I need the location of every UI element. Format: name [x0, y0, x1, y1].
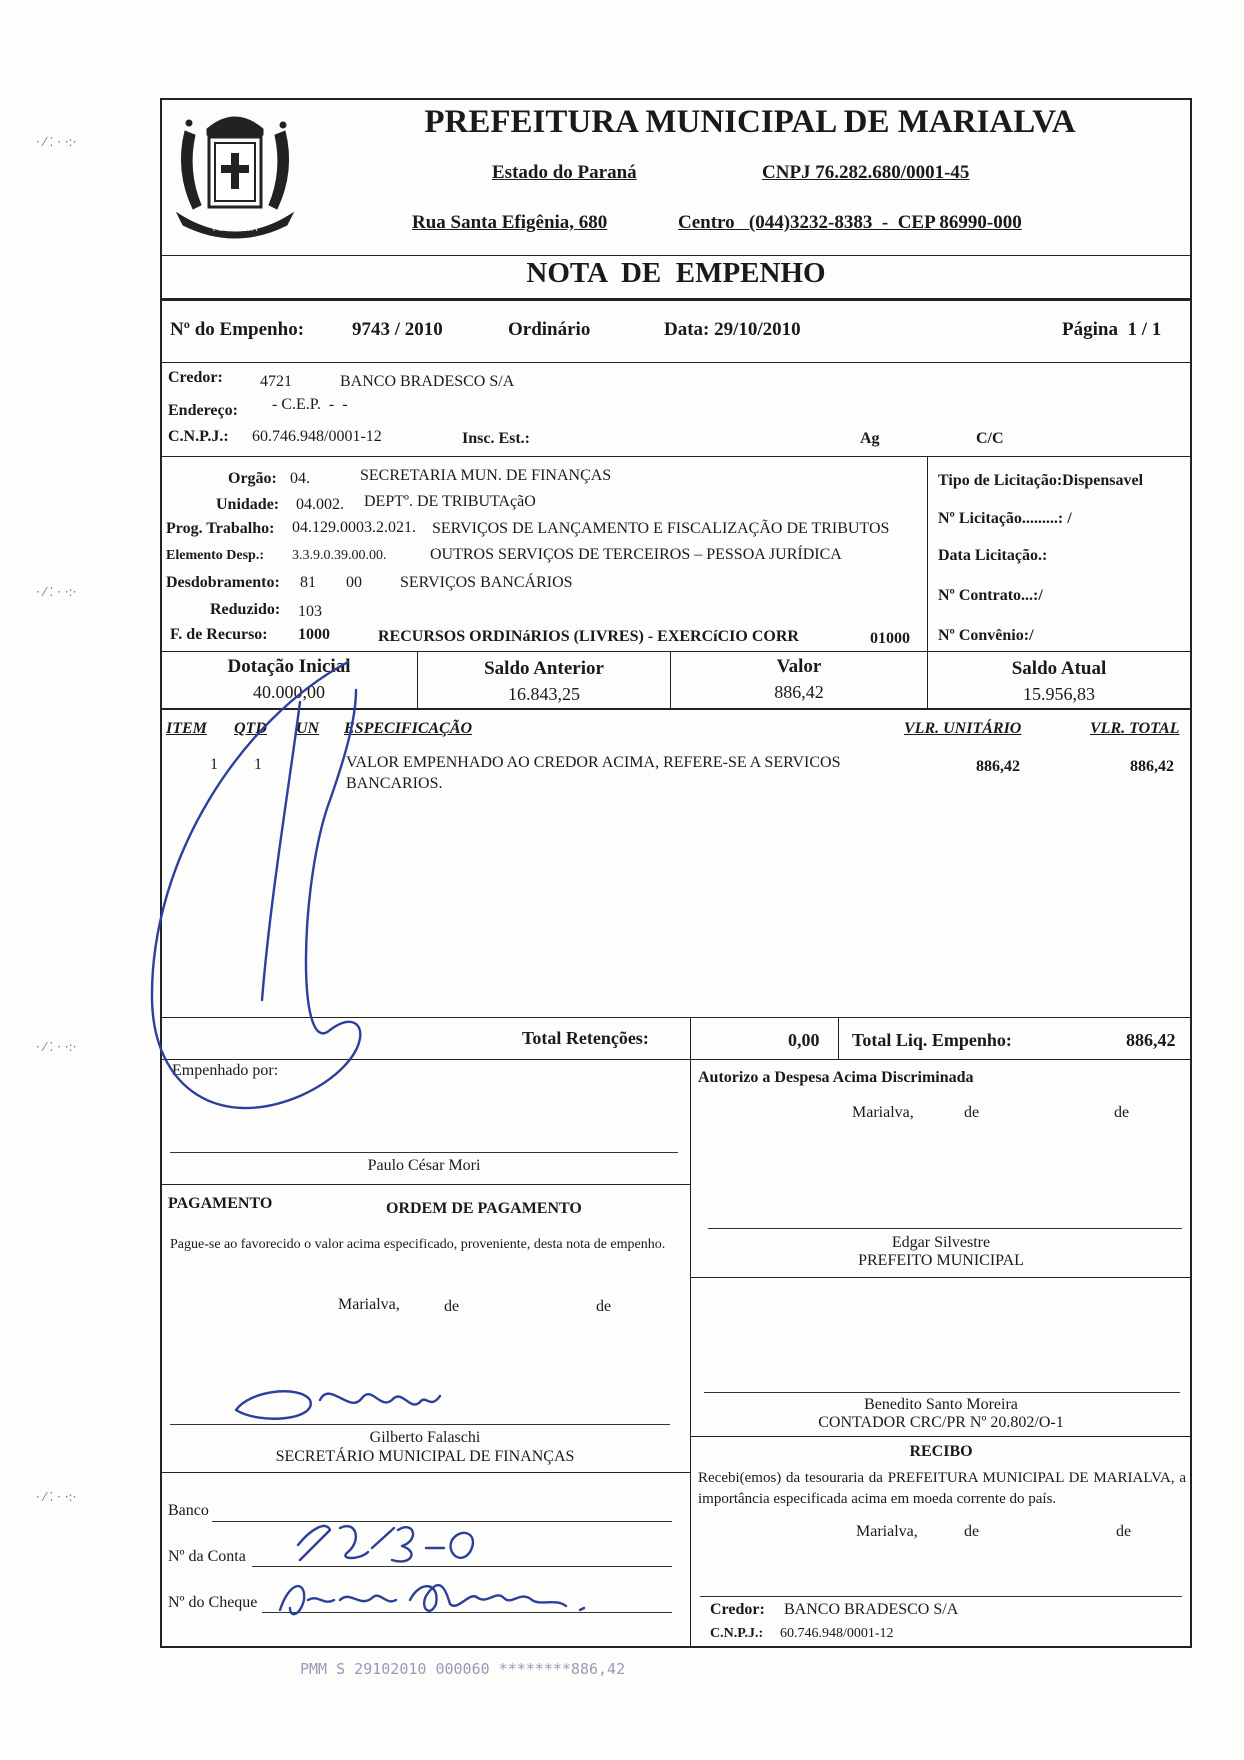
vlr-total-column-header: VLR. TOTAL: [1090, 720, 1180, 737]
orgao-label: Orgão:: [228, 470, 277, 487]
autorizo-label: Autorizo a Despesa Acima Discriminada: [698, 1069, 974, 1086]
secretario-name: Gilberto Falaschi: [369, 1429, 481, 1446]
item-vlr-unitario: 886,42: [976, 758, 1020, 775]
numero-contrato: Nº Contrato...:/: [938, 587, 1043, 604]
street-address: Rua Santa Efigênia, 680: [412, 212, 608, 233]
qtd-column-header: QTD: [234, 720, 267, 737]
empenhado-por-name: Paulo César Mori: [367, 1157, 481, 1174]
document-title: NOTA DE EMPENHO: [526, 257, 826, 289]
empenho-date: Data: 29/10/2010: [664, 319, 801, 340]
address-contact: Centro (044)3232-8383 - CEP 86990-000: [678, 212, 1022, 233]
autorizo-city: Marialva,: [852, 1104, 914, 1121]
numero-convenio: Nº Convênio:/: [938, 627, 1034, 644]
credor-code: 4721: [260, 373, 292, 390]
saldo-anterior-label: Saldo Anterior: [484, 658, 604, 679]
page-number: Página 1 / 1: [1062, 319, 1162, 340]
credor-label: Credor:: [168, 369, 223, 386]
unidade-label: Unidade:: [216, 496, 280, 513]
un-column-header: UN: [296, 720, 320, 737]
banco-label: Banco: [168, 1502, 209, 1519]
item-spec-line2: BANCARIOS.: [346, 775, 443, 792]
recurso-code: 1000: [298, 626, 330, 643]
contador-name: Benedito Santo Moreira: [864, 1396, 1018, 1413]
cnpj-label: C.N.P.J.:: [168, 428, 229, 445]
spec-column-header: ESPECIFICAÇÃO: [344, 720, 473, 737]
unidade-code: 04.002.: [296, 496, 344, 513]
recurso-desc: RECURSOS ORDINáRIOS (LIVRES) - EXERCíCIO CORR: [378, 628, 799, 645]
reduzido-value: 103: [298, 603, 322, 620]
ordem-pagamento-label: ORDEM DE PAGAMENTO: [386, 1200, 582, 1217]
reduzido-label: Reduzido:: [210, 601, 281, 618]
conta-corrente-label: C/C: [976, 430, 1004, 447]
total-liquido-value: 886,42: [1126, 1030, 1176, 1050]
saldo-atual-label: Saldo Atual: [1011, 658, 1107, 679]
elemento-desc: OUTROS SERVIÇOS DE TERCEIROS – PESSOA JURÍDICA: [430, 546, 842, 563]
valor-value: 886,42: [774, 682, 824, 702]
item-column-header: ITEM: [166, 720, 207, 737]
recibo-de-1: de: [964, 1523, 980, 1540]
recibo-label: RECIBO: [909, 1443, 973, 1460]
total-liquido-label: Total Liq. Empenho:: [852, 1030, 1012, 1050]
empenhado-por-label: Empenhado por:: [172, 1062, 279, 1079]
vlr-unitario-column-header: VLR. UNITÁRIO: [904, 720, 1022, 737]
dotacao-inicial-value: 40.000,00: [253, 682, 325, 702]
autorizo-de-2: de: [1114, 1104, 1130, 1121]
desdobramento-code-2: 00: [346, 574, 362, 591]
autorizo-de-1: de: [964, 1104, 980, 1121]
secretario-role: SECRETÁRIO MUNICIPAL DE FINANÇAS: [275, 1448, 575, 1465]
item-number: 1: [210, 756, 218, 773]
municipality-title: PREFEITURA MUNICIPAL DE MARIALVA: [424, 104, 1076, 140]
pagamento-label: PAGAMENTO: [168, 1195, 273, 1212]
desdobramento-label: Desdobramento:: [166, 574, 280, 591]
endereco-value: - C.E.P. - -: [272, 396, 348, 413]
prefeito-role: PREFEITO MUNICIPAL: [858, 1252, 1024, 1269]
prefeito-name: Edgar Silvestre: [891, 1234, 991, 1251]
elemento-code: 3.3.9.0.39.00.00.: [292, 548, 387, 563]
recibo-city: Marialva,: [856, 1523, 918, 1540]
numero-conta-label: Nº da Conta: [168, 1548, 246, 1565]
cashier-stamp: PMM S 29102010 000060 ********886,42: [300, 1660, 626, 1678]
recurso-label: F. de Recurso:: [170, 626, 268, 643]
pagamento-de-1: de: [444, 1298, 460, 1315]
orgao-code: 04.: [290, 470, 310, 487]
pagamento-city: Marialva,: [338, 1296, 400, 1313]
numero-cheque-label: Nº do Cheque: [168, 1594, 258, 1611]
endereco-label: Endereço:: [168, 402, 238, 419]
elemento-label: Elemento Desp.:: [166, 548, 264, 563]
cnpj-header: CNPJ 76.282.680/0001-45: [762, 162, 970, 183]
total-retencoes-value: 0,00: [788, 1030, 820, 1050]
credor-name: BANCO BRADESCO S/A: [340, 373, 515, 390]
saldo-atual-value: 15.956,83: [1023, 684, 1095, 704]
item-spec-line1: VALOR EMPENHADO AO CREDOR ACIMA, REFERE-SE A SERVICOS: [346, 754, 841, 771]
tipo-licitacao: Tipo de Licitação:Dispensavel: [938, 472, 1144, 489]
item-vlr-total: 886,42: [1130, 758, 1174, 775]
orgao-desc: SECRETARIA MUN. DE FINANÇAS: [360, 467, 612, 484]
pagamento-text: Pague-se ao favorecido o valor acima especificado, proveniente, desta nota de empenho.: [170, 1237, 666, 1252]
credor-cnpj: 60.746.948/0001-12: [252, 428, 382, 445]
pagamento-de-2: de: [596, 1298, 612, 1315]
recibo-credor-label: Credor:: [710, 1601, 765, 1618]
item-qtd: 1: [254, 756, 262, 773]
valor-label: Valor: [776, 656, 822, 677]
prog-desc: SERVIÇOS DE LANÇAMENTO E FISCALIZAÇÃO DE TRIBUTOS: [432, 520, 890, 537]
recibo-cnpj-value: 60.746.948/0001-12: [780, 1626, 894, 1641]
saldo-anterior-value: 16.843,25: [508, 684, 580, 704]
empenho-type: Ordinário: [508, 319, 591, 340]
prog-code: 04.129.0003.2.021.: [292, 519, 416, 536]
empenho-number: 9743 / 2010: [352, 319, 443, 340]
recibo-credor-value: BANCO BRADESCO S/A: [784, 1601, 959, 1618]
unidade-desc: DEPTº. DE TRIBUTAçãO: [364, 493, 536, 510]
desdobramento-desc: SERVIÇOS BANCÁRIOS: [400, 574, 573, 591]
recibo-text: Recebi(emos) da tesouraria da PREFEITURA MUNICIPAL DE MARIALVA, a importância especificada acima em moeda corrente do país.: [698, 1470, 1186, 1507]
recurso-number: 01000: [870, 630, 910, 647]
prog-label: Prog. Trabalho:: [166, 520, 275, 537]
recibo-cnpj-label: C.N.P.J.:: [710, 1626, 764, 1641]
desdobramento-code-1: 81: [300, 574, 316, 591]
state-name: Estado do Paraná: [492, 162, 637, 183]
insc-est-label: Insc. Est.:: [462, 430, 531, 447]
numero-licitacao: Nº Licitação.........: /: [938, 510, 1072, 527]
dotacao-inicial-label: Dotação Inicial: [227, 656, 351, 677]
contador-role: CONTADOR CRC/PR Nº 20.802/O-1: [818, 1414, 1064, 1431]
total-retencoes-label: Total Retenções:: [522, 1028, 649, 1048]
agencia-label: Ag: [860, 430, 880, 447]
svg-text:MARIALVA: MARIALVA: [212, 224, 258, 234]
data-licitacao: Data Licitação.:: [938, 547, 1048, 564]
recibo-de-2: de: [1116, 1523, 1132, 1540]
empenho-number-label: Nº do Empenho:: [170, 319, 305, 340]
